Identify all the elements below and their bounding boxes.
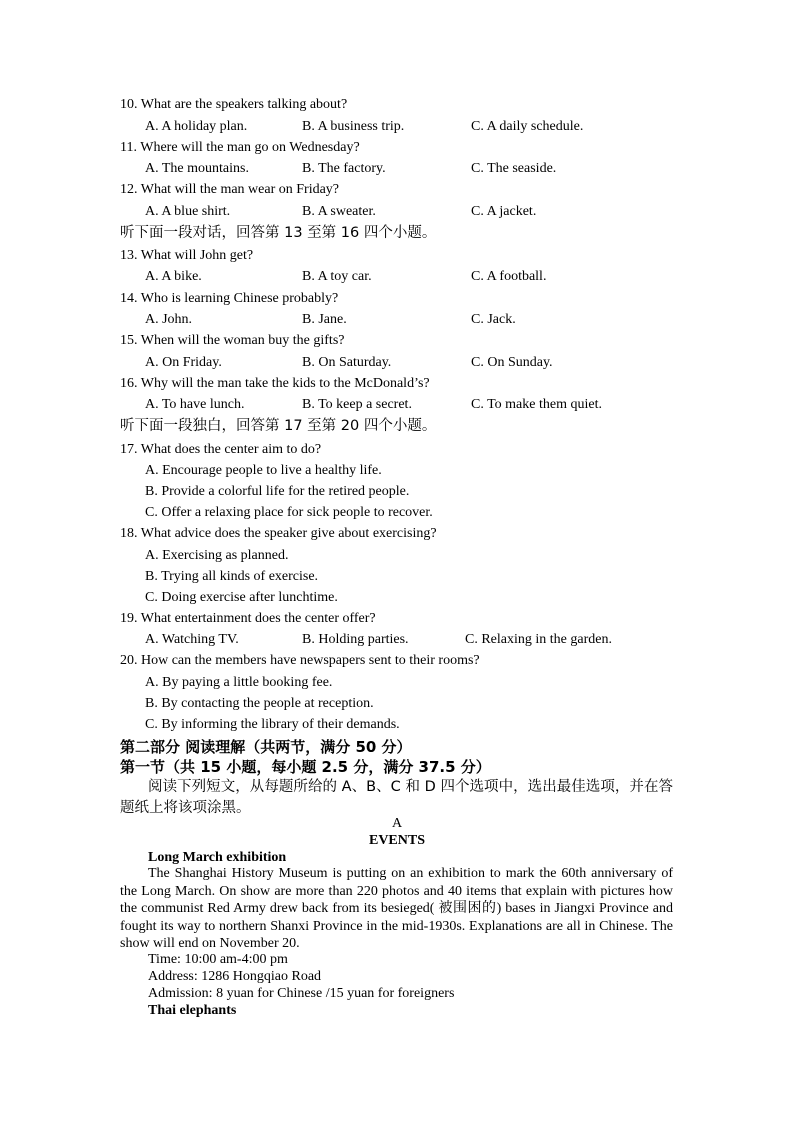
question-15: 15. When will the woman buy the gifts? <box>120 333 345 348</box>
q19-option-a: A. Watching TV. <box>145 632 239 647</box>
q18-option-b: B. Trying all kinds of exercise. <box>145 569 319 584</box>
q19-option-c: C. Relaxing in the garden. <box>465 632 612 647</box>
q16-option-b: B. To keep a secret. <box>302 397 412 412</box>
q12-option-a: A. A blue shirt. <box>145 204 231 219</box>
q14-option-a: A. John. <box>145 312 193 327</box>
q15-option-b: B. On Saturday. <box>302 355 392 370</box>
q16-option-a: A. To have lunch. <box>145 397 245 412</box>
question-18: 18. What advice does the speaker give about exercising? <box>120 526 437 541</box>
q13-option-a: A. A bike. <box>145 269 202 284</box>
q15-option-a: A. On Friday. <box>145 355 222 370</box>
q18-option-c: C. Doing exercise after lunchtime. <box>145 590 338 605</box>
q17-option-a: A. Encourage people to live a healthy life. <box>145 463 382 478</box>
question-20: 20. How can the members have newspapers sent to their rooms? <box>120 653 480 668</box>
question-17: 17. What does the center aim to do? <box>120 442 322 457</box>
q18-option-a: A. Exercising as planned. <box>145 548 289 563</box>
question-10: 10. What are the speakers talking about? <box>120 97 348 112</box>
question-14: 14. Who is learning Chinese probably? <box>120 291 339 306</box>
question-13: 13. What will John get? <box>120 248 254 263</box>
question-12: 12. What will the man wear on Friday? <box>120 182 340 197</box>
q12-option-b: B. A sweater. <box>302 204 376 219</box>
section-1-title: 第一节（共 15 小题，每小题 2.5 分，满分 37.5 分） <box>120 758 491 776</box>
event-1-address: Address: 1286 Hongqiao Road <box>148 969 322 984</box>
q11-option-a: A. The mountains. <box>145 161 249 176</box>
q10-option-c: C. A daily schedule. <box>471 119 584 134</box>
question-19: 19. What entertainment does the center offer? <box>120 611 376 626</box>
part-2-title: 第二部分 阅读理解（共两节，满分 50 分） <box>120 738 412 756</box>
event-1-description: The Shanghai History Museum is putting on an exhibition to mark the 60th anniversary of the Long March. On show are more than 220 photos and 40 items that explain with pictures how the communist Red Army drew back from its besieged( 被围困的) bases in Jiangxi Province and fought its way to northern Shanxi Province in the mid-1930s. Explanations are all in Chinese. The show will end on November 20. <box>120 866 673 952</box>
event-1-name: Long March exhibition <box>148 850 287 865</box>
event-2-name: Thai elephants <box>148 1003 237 1018</box>
q17-option-c: C. Offer a relaxing place for sick people to recover. <box>145 505 433 520</box>
passage-letter: A <box>391 816 403 831</box>
q16-option-c: C. To make them quiet. <box>471 397 602 412</box>
q13-option-c: C. A football. <box>471 269 547 284</box>
reading-instructions: 阅读下列短文，从每题所给的 A、B、C 和 D 四个选项中，选出最佳选项，并在答题纸上将该项涂黑。 <box>120 779 673 816</box>
passage-title: EVENTS <box>368 833 426 848</box>
q10-option-b: B. A business trip. <box>302 119 405 134</box>
event-1-admission: Admission: 8 yuan for Chinese /15 yuan for foreigners <box>148 986 455 1001</box>
listening-instruction-13-16: 听下面一段对话，回答第 13 至第 16 四个小题。 <box>120 225 437 241</box>
q12-option-c: C. A jacket. <box>471 204 537 219</box>
q13-option-b: B. A toy car. <box>302 269 372 284</box>
listening-instruction-17-20: 听下面一段独白，回答第 17 至第 20 四个小题。 <box>120 418 437 434</box>
question-16: 16. Why will the man take the kids to the McDonald’s? <box>120 376 430 391</box>
q11-option-c: C. The seaside. <box>471 161 557 176</box>
q17-option-b: B. Provide a colorful life for the retired people. <box>145 484 410 499</box>
q20-option-c: C. By informing the library of their demands. <box>145 717 400 732</box>
q20-option-a: A. By paying a little booking fee. <box>145 675 333 690</box>
question-11: 11. Where will the man go on Wednesday? <box>120 140 360 155</box>
q14-option-c: C. Jack. <box>471 312 516 327</box>
q20-option-b: B. By contacting the people at reception. <box>145 696 374 711</box>
q10-option-a: A. A holiday plan. <box>145 119 248 134</box>
q14-option-b: B. Jane. <box>302 312 347 327</box>
event-1-time: Time: 10:00 am-4:00 pm <box>148 952 288 967</box>
q11-option-b: B. The factory. <box>302 161 386 176</box>
q19-option-b: B. Holding parties. <box>302 632 409 647</box>
q15-option-c: C. On Sunday. <box>471 355 553 370</box>
